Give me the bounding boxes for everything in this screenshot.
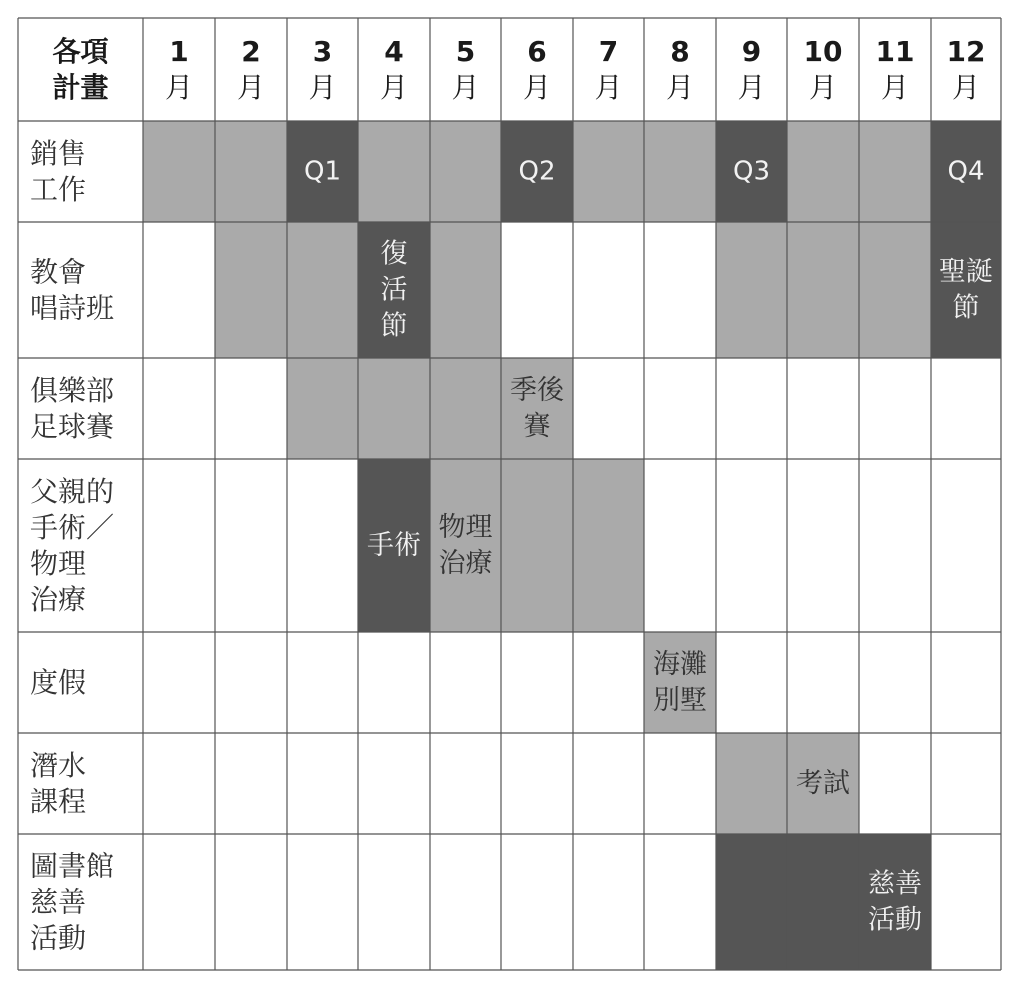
month-number: 5 — [455, 35, 476, 68]
schedule-cell — [501, 733, 573, 834]
schedule-cell — [358, 121, 430, 222]
month-unit: 月 — [808, 71, 838, 104]
month-number: 9 — [741, 35, 762, 68]
month-unit: 月 — [164, 71, 194, 104]
schedule-cell — [287, 733, 358, 834]
schedule-cell — [716, 733, 787, 834]
schedule-cell — [287, 222, 358, 358]
schedule-cell — [644, 121, 716, 222]
schedule-cell — [358, 632, 430, 733]
schedule-cell — [215, 121, 287, 222]
month-unit: 月 — [522, 71, 552, 104]
annotation-text: 節 — [952, 292, 980, 324]
schedule-cell — [644, 358, 716, 459]
schedule-cell — [859, 358, 931, 459]
schedule-cell — [644, 632, 716, 733]
schedule-cell — [430, 834, 501, 970]
row-label-line: 足球賽 — [30, 410, 115, 443]
schedule-cell — [287, 632, 358, 733]
schedule-cell — [143, 358, 215, 459]
schedule-cell — [573, 222, 644, 358]
schedule-cell — [787, 834, 859, 970]
schedule-cell — [931, 733, 1001, 834]
task-row — [143, 459, 1001, 632]
annotation-text: 考試 — [796, 768, 850, 799]
schedule-cell — [787, 121, 859, 222]
row-label-line: 度假 — [30, 666, 87, 699]
schedule-cell — [215, 222, 287, 358]
schedule-cell — [931, 358, 1001, 459]
month-unit: 月 — [379, 71, 409, 104]
schedule-cell — [143, 121, 215, 222]
schedule-cell — [787, 358, 859, 459]
month-number: 6 — [527, 35, 547, 68]
schedule-cell — [358, 358, 430, 459]
row-label-line: 俱樂部 — [30, 374, 115, 407]
schedule-cell — [573, 733, 644, 834]
annotation-text: 海灘 — [653, 649, 707, 680]
annotation-text: 物理 — [438, 512, 493, 543]
annotation-text: 復 — [380, 238, 408, 270]
schedule-cell — [573, 121, 644, 222]
row-label — [30, 475, 114, 616]
schedule-cell — [430, 358, 501, 459]
annotation-text: Q2 — [518, 156, 556, 187]
schedule-cell — [358, 733, 430, 834]
schedule-cell — [501, 222, 573, 358]
month-number: 3 — [312, 35, 333, 68]
cell-annotation — [733, 157, 770, 187]
month-unit: 月 — [594, 71, 623, 104]
schedule-cell — [430, 733, 501, 834]
row-label-line: 治療 — [30, 583, 87, 616]
schedule-cell — [143, 222, 215, 358]
row-label — [30, 666, 86, 699]
schedule-cell — [287, 834, 358, 970]
schedule-cell — [716, 834, 787, 970]
schedule-cell — [859, 121, 931, 222]
month-number: 2 — [241, 35, 261, 68]
row-label-line: 慈善 — [30, 885, 87, 919]
schedule-cell — [358, 834, 430, 970]
month-unit: 月 — [236, 71, 266, 104]
header-title-line: 各項 — [52, 35, 109, 68]
month-header — [804, 35, 843, 104]
month-header — [666, 35, 694, 104]
month-number: 10 — [803, 35, 843, 68]
schedule-cell — [143, 733, 215, 834]
schedule-cell — [215, 834, 287, 970]
header-title — [52, 35, 108, 104]
header-title-line: 計畫 — [52, 71, 109, 104]
row-label-line: 銷售 — [30, 137, 87, 170]
month-header — [380, 35, 408, 104]
cell-annotation — [304, 157, 341, 187]
schedule-cell — [430, 459, 501, 632]
schedule-cell — [501, 358, 573, 459]
cell-annotation — [947, 157, 984, 187]
schedule-cell — [644, 834, 716, 970]
schedule-cell — [573, 358, 644, 459]
annotation-text: 慈善 — [868, 868, 922, 900]
schedule-cell — [501, 459, 573, 632]
schedule-cell — [215, 733, 287, 834]
annotation-text: 治療 — [438, 548, 493, 579]
month-number: 4 — [384, 35, 404, 68]
month-header — [594, 35, 622, 104]
annotation-text: Q3 — [732, 156, 771, 187]
month-number: 7 — [598, 35, 619, 68]
month-number: 1 — [169, 35, 189, 68]
schedule-cell — [430, 222, 501, 358]
month-unit: 月 — [880, 71, 910, 104]
schedule-cell — [716, 459, 787, 632]
schedule-cell — [143, 834, 215, 970]
schedule-cell — [787, 632, 859, 733]
schedule-cell — [501, 632, 573, 733]
task-row — [143, 834, 1001, 970]
row-label — [30, 137, 86, 206]
schedule-cell — [931, 632, 1001, 733]
annotation-text: 別墅 — [653, 685, 707, 716]
schedule-cell — [287, 358, 358, 459]
schedule-cell — [931, 222, 1001, 358]
schedule-cell — [859, 222, 931, 358]
row-label-line: 教會 — [30, 255, 87, 289]
schedule-cell — [644, 222, 716, 358]
schedule-cell — [716, 222, 787, 358]
schedule-cell — [501, 834, 573, 970]
schedule-cell — [931, 834, 1001, 970]
month-unit: 月 — [951, 71, 981, 104]
month-header — [523, 35, 551, 104]
schedule-cell — [215, 358, 287, 459]
schedule-cell — [644, 459, 716, 632]
annotation-text: 季後 — [510, 375, 564, 406]
task-row — [143, 632, 1001, 733]
schedule-cell — [430, 632, 501, 733]
schedule-cell — [859, 834, 931, 970]
annotation-text: Q1 — [303, 156, 342, 187]
schedule-cell — [716, 358, 787, 459]
schedule-cell — [859, 459, 931, 632]
annotation-text: 活動 — [868, 904, 922, 936]
schedule-cell — [143, 459, 215, 632]
cell-annotation — [518, 157, 555, 187]
annotation-text: 賽 — [523, 411, 551, 442]
row-label-line: 父親的 — [30, 475, 115, 508]
month-number: 11 — [875, 35, 915, 68]
schedule-cell — [430, 121, 501, 222]
row-label-line: 手術／ — [30, 511, 115, 544]
annotation-text: 聖誕 — [939, 256, 993, 288]
schedule-cell — [859, 733, 931, 834]
month-number: 12 — [946, 35, 986, 68]
annotation-text: Q4 — [947, 156, 985, 187]
annotation-text: 活 — [380, 274, 408, 306]
month-header — [237, 35, 265, 104]
row-label — [30, 749, 86, 818]
month-number: 8 — [670, 35, 690, 68]
cell-annotation — [381, 239, 408, 342]
month-unit: 月 — [737, 71, 766, 104]
month-header — [165, 35, 193, 104]
month-header — [308, 35, 336, 104]
schedule-cell — [143, 632, 215, 733]
schedule-cell — [573, 834, 644, 970]
month-unit: 月 — [665, 71, 695, 104]
month-unit: 月 — [308, 71, 337, 104]
month-unit: 月 — [451, 71, 480, 104]
schedule-cell — [716, 632, 787, 733]
row-label-line: 工作 — [30, 173, 87, 206]
row-label-line: 唱詩班 — [30, 291, 115, 325]
month-header — [876, 35, 915, 104]
task-row — [143, 222, 1001, 358]
schedule-cell — [787, 459, 859, 632]
row-label-line: 物理 — [30, 547, 87, 580]
annotation-text: 手術 — [367, 530, 421, 561]
schedule-cell — [215, 459, 287, 632]
month-header — [451, 35, 479, 104]
task-row — [143, 358, 1001, 459]
schedule-cell — [859, 632, 931, 733]
schedule-cell — [573, 632, 644, 733]
row-label-line: 潛水 — [30, 749, 87, 782]
schedule-cell — [644, 733, 716, 834]
cell-annotation — [796, 768, 850, 799]
schedule-cell — [215, 632, 287, 733]
month-header — [947, 35, 986, 104]
row-label — [30, 374, 115, 443]
schedule-cell — [287, 459, 358, 632]
task-row — [143, 121, 1001, 222]
cell-annotation — [367, 530, 421, 561]
schedule-cell — [573, 459, 644, 632]
schedule-cell — [931, 459, 1001, 632]
row-label-line: 圖書館 — [30, 849, 115, 883]
row-label-line: 課程 — [30, 785, 87, 818]
task-row — [143, 733, 1001, 834]
annotation-text: 節 — [380, 310, 408, 342]
month-header — [737, 35, 765, 104]
schedule-cell — [787, 222, 859, 358]
row-label-line: 活動 — [30, 921, 87, 955]
row-label — [30, 256, 114, 325]
row-label — [30, 850, 114, 955]
